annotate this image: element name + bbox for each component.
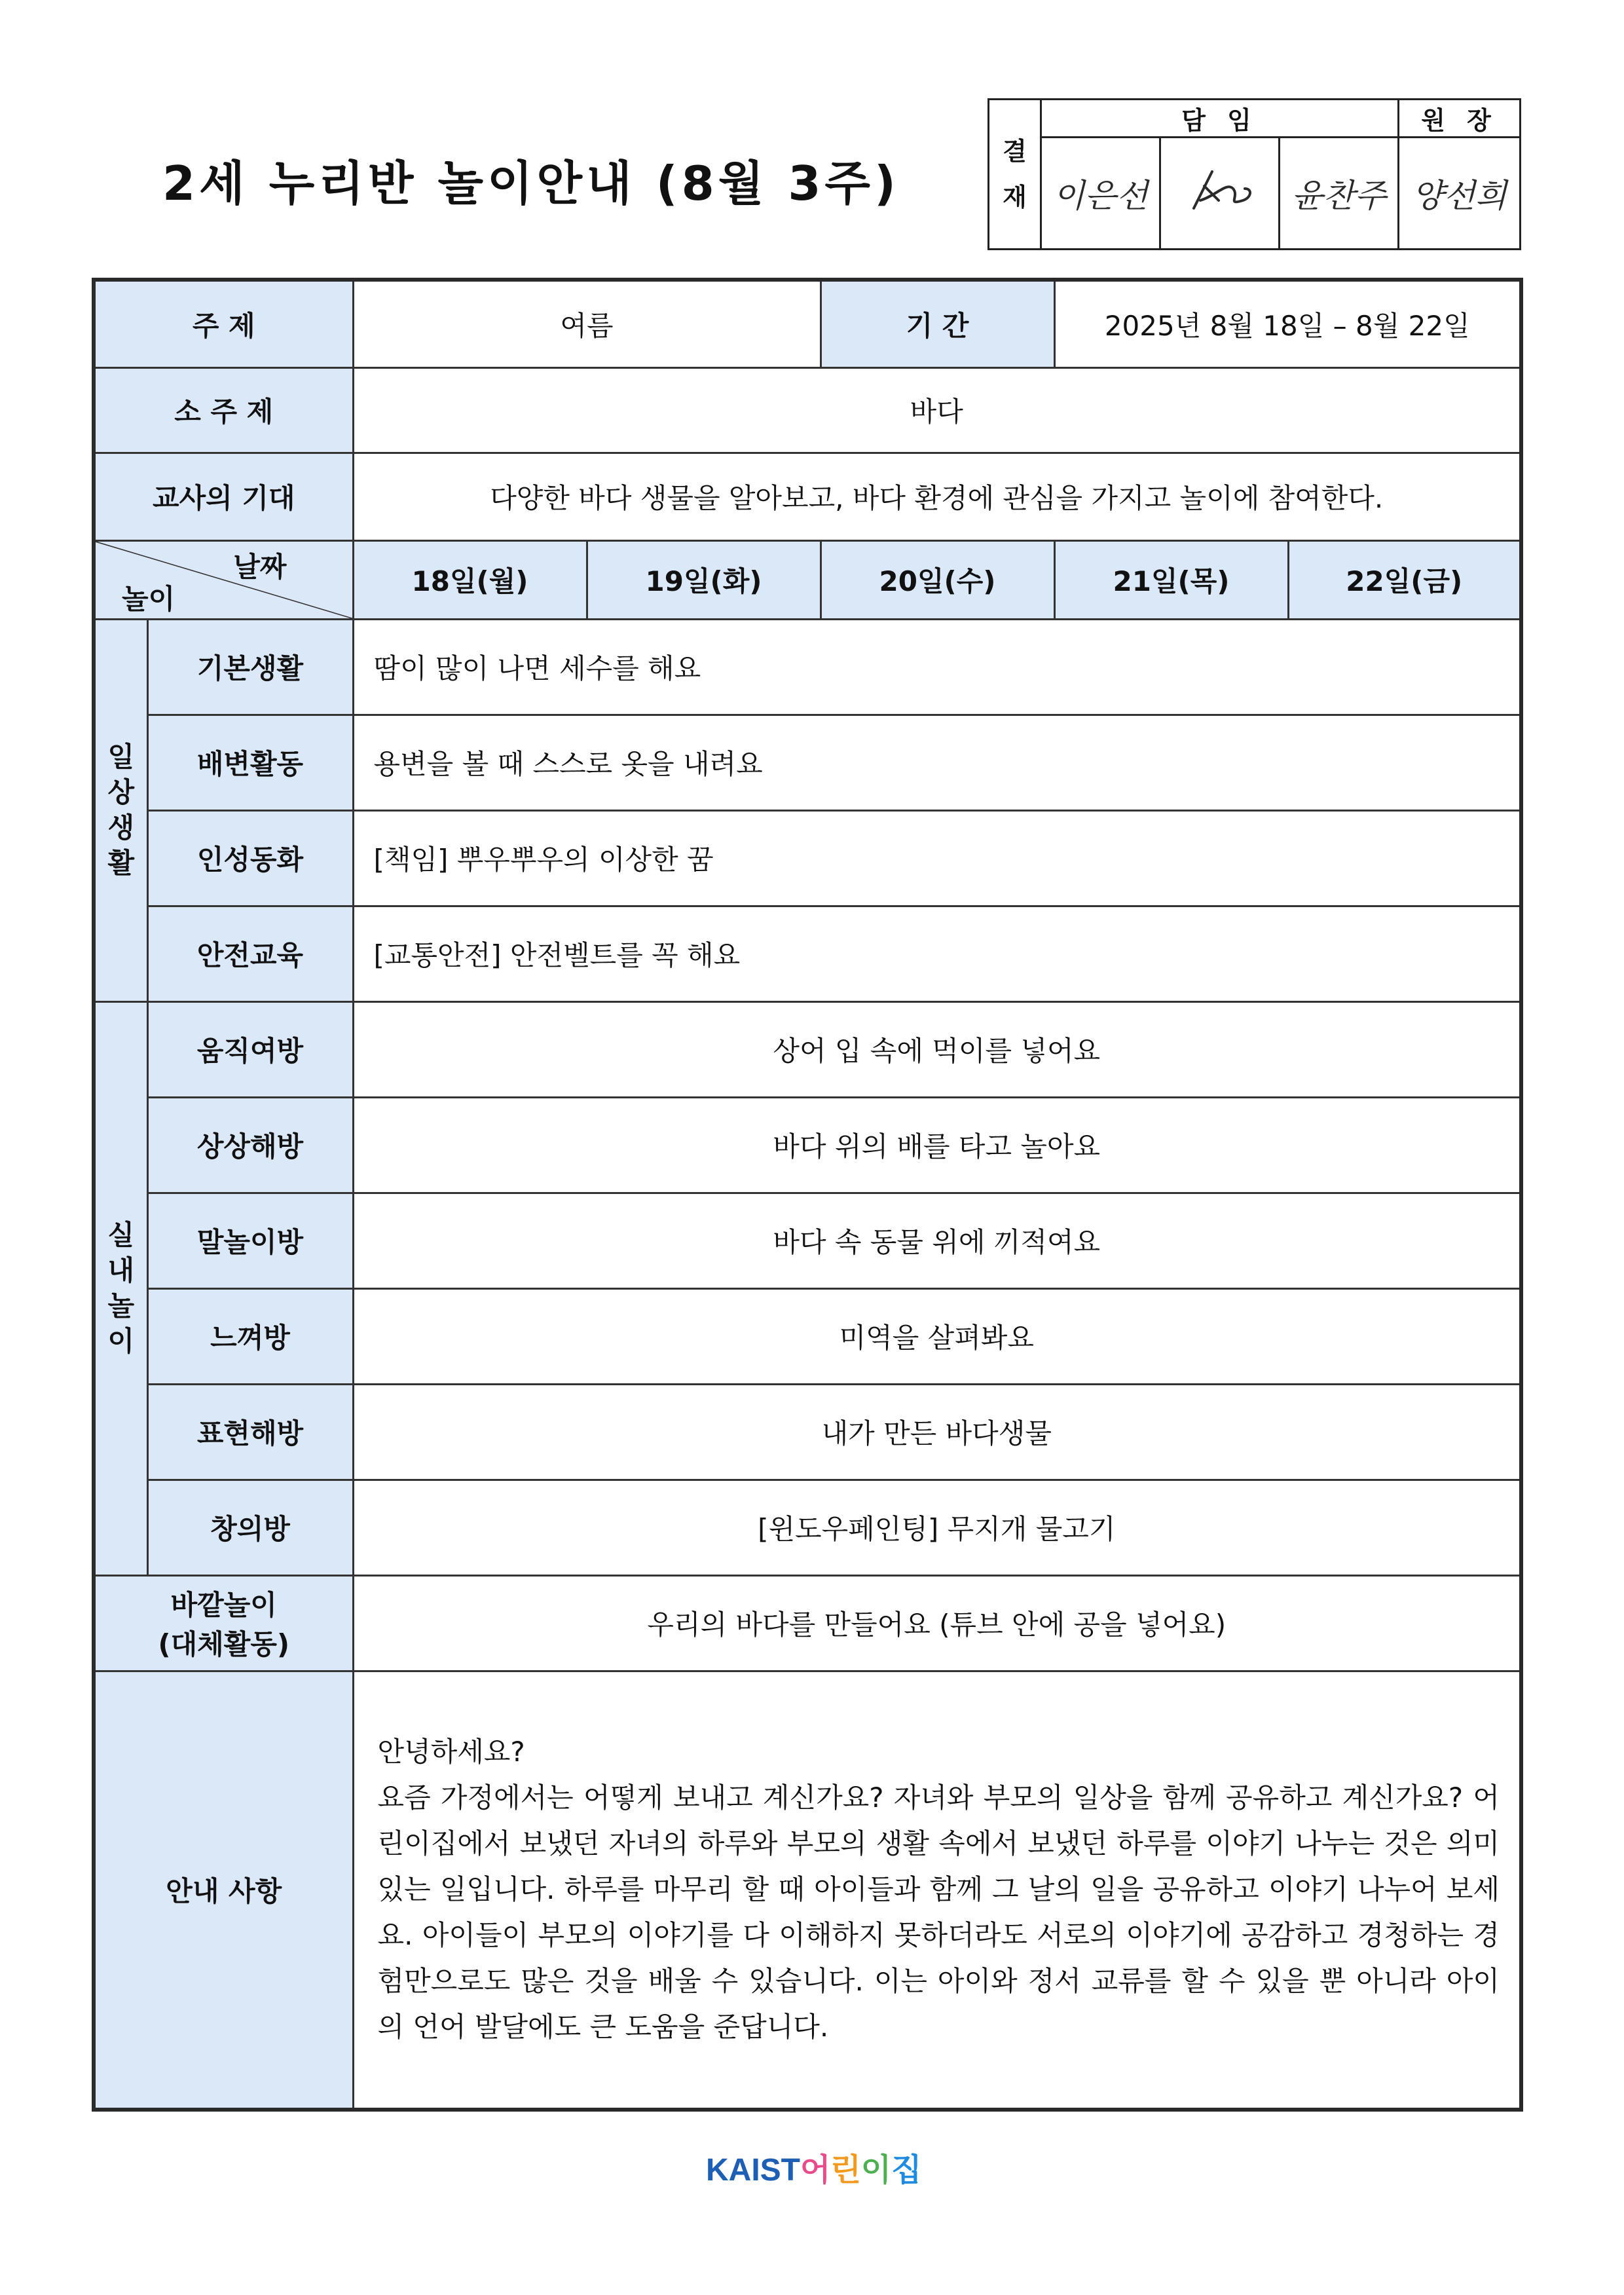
signature-teacher-3: 윤찬주 (1280, 138, 1399, 250)
row-label: 배변활동 (147, 715, 353, 810)
table-row (94, 810, 1521, 906)
date-header-row (94, 540, 1521, 619)
day-header: 19일(화) (587, 540, 821, 619)
row-content: [책임] 뿌우뿌우의 이상한 꿈 (353, 810, 1521, 906)
row-label: 말놀이방 (147, 1193, 353, 1288)
outdoor-content: 우리의 바다를 만들어요 (튜브 안에 공을 넣어요) (353, 1575, 1521, 1671)
table-row (94, 619, 1521, 715)
signature-teacher-1: 이은선 (1041, 138, 1160, 250)
group-char: 생 (107, 812, 135, 844)
theme-row (94, 280, 1521, 367)
group-char: 이 (107, 1325, 135, 1357)
logo-korean-char: 집 (891, 2153, 922, 2188)
day-header: 22일(금) (1288, 540, 1521, 619)
approval-row-label (989, 100, 1041, 250)
day-header: 18일(월) (353, 540, 587, 619)
expectation-label: 교사의 기대 (94, 453, 353, 540)
approval-label-char: 재 (1003, 183, 1027, 212)
row-content: 바다 속 동물 위에 끼적여요 (353, 1193, 1521, 1288)
row-label: 움직여방 (147, 1001, 353, 1097)
subtheme-row (94, 367, 1521, 453)
table-row (94, 1001, 1521, 1097)
group-char: 놀 (107, 1290, 135, 1322)
row-label: 인성동화 (147, 810, 353, 906)
outdoor-label-line: (대체활동) (158, 1628, 290, 1660)
date-play-corner-cell (94, 540, 353, 619)
table-row (94, 906, 1521, 1001)
notice-greeting: 안녕하세요? (377, 1736, 525, 1768)
group-char: 실 (107, 1219, 135, 1251)
group-char: 활 (107, 847, 135, 879)
table-row (94, 1480, 1521, 1575)
approval-label-char: 결 (1003, 137, 1027, 166)
row-content: 바다 위의 배를 타고 놀아요 (353, 1097, 1521, 1193)
row-label: 느껴방 (147, 1288, 353, 1384)
outdoor-label-line: 바깥놀이 (170, 1589, 277, 1621)
row-label: 기본생활 (147, 619, 353, 715)
subtheme-label: 소 주 제 (94, 367, 353, 453)
kaist-daycare-logo (706, 2144, 922, 2190)
homeroom-header: 담 임 (1041, 100, 1399, 138)
daily-life-group-label (94, 619, 147, 1001)
signature-director: 양선희 (1399, 138, 1521, 250)
theme-label: 주 제 (94, 280, 353, 367)
group-char: 상 (107, 776, 135, 808)
row-content: [교통안전] 안전벨트를 꼭 해요 (353, 906, 1521, 1001)
row-content: 미역을 살펴봐요 (353, 1288, 1521, 1384)
table-row (94, 1384, 1521, 1480)
subtheme-value: 바다 (353, 367, 1521, 453)
expectation-row (94, 453, 1521, 540)
row-label: 창의방 (147, 1480, 353, 1575)
notice-content (353, 1671, 1521, 2110)
row-content: 땀이 많이 나면 세수를 해요 (353, 619, 1521, 715)
signature-teacher-2 (1160, 138, 1280, 250)
outdoor-row (94, 1575, 1521, 1671)
director-header: 원 장 (1399, 100, 1521, 138)
approval-box (987, 98, 1521, 250)
group-char: 일 (107, 741, 135, 773)
weekly-plan-table (92, 278, 1523, 2112)
notice-label: 안내 사항 (94, 1671, 353, 2110)
page-title: 2세 누리반 놀이안내 (8월 3주) (162, 156, 900, 211)
logo-korean-char: 이 (860, 2153, 892, 2188)
notice-row (94, 1671, 1521, 2110)
notice-body: 요즘 가정에서는 어떻게 보내고 계신가요? 자녀와 부모의 일상을 함께 공유하고 계신가요? 어린이집에서 보냈던 자녀의 하루와 부모의 생활 속에서 보냈던 하루를 이야기 나누는 것은 의미 있는 일입니다. 하루를 마무리 할 때 아이들과 함께 그 날의 일을 공유하고 이야기 나누어 보세요. 아이들이 부모의 이야기를 다 이해하지 못하더라도 서로의 이야기에 공감하고 경청하는 경험만으로도 많은 것을 배울 수 있습니다. 이는 아이와 정서 교류를 할 수 있을 뿐 아니라 아이의 언어 발달에도 큰 도움을 준답니다. (377, 1782, 1500, 2043)
expectation-value: 다양한 바다 생물을 알아보고, 바다 환경에 관심을 가지고 놀이에 참여한다. (353, 453, 1521, 540)
outdoor-label (94, 1575, 353, 1671)
indoor-play-group-label (94, 1001, 147, 1575)
logo-korean-char: 린 (830, 2153, 861, 2188)
group-char: 내 (107, 1254, 135, 1286)
row-content: 상어 입 속에 먹이를 넣어요 (353, 1001, 1521, 1097)
row-label: 표현해방 (147, 1384, 353, 1480)
row-content: 내가 만든 바다생물 (353, 1384, 1521, 1480)
row-label: 상상해방 (147, 1097, 353, 1193)
logo-latin-text: KAIST (706, 2153, 800, 2188)
table-row (94, 1288, 1521, 1384)
table-row (94, 715, 1521, 810)
day-header: 20일(수) (821, 540, 1054, 619)
play-label: 놀이 (122, 582, 175, 615)
period-label: 기 간 (821, 280, 1054, 367)
handwritten-signature (1181, 162, 1259, 221)
row-content: 용변을 볼 때 스스로 옷을 내려요 (353, 715, 1521, 810)
table-row (94, 1097, 1521, 1193)
period-value: 2025년 8월 18일 – 8월 22일 (1054, 280, 1521, 367)
logo-korean-char: 어 (800, 2153, 831, 2188)
date-label: 날짜 (233, 550, 287, 583)
row-label: 안전교육 (147, 906, 353, 1001)
table-row (94, 1193, 1521, 1288)
row-content: [윈도우페인팅] 무지개 물고기 (353, 1480, 1521, 1575)
day-header: 21일(목) (1054, 540, 1288, 619)
theme-value: 여름 (353, 280, 821, 367)
